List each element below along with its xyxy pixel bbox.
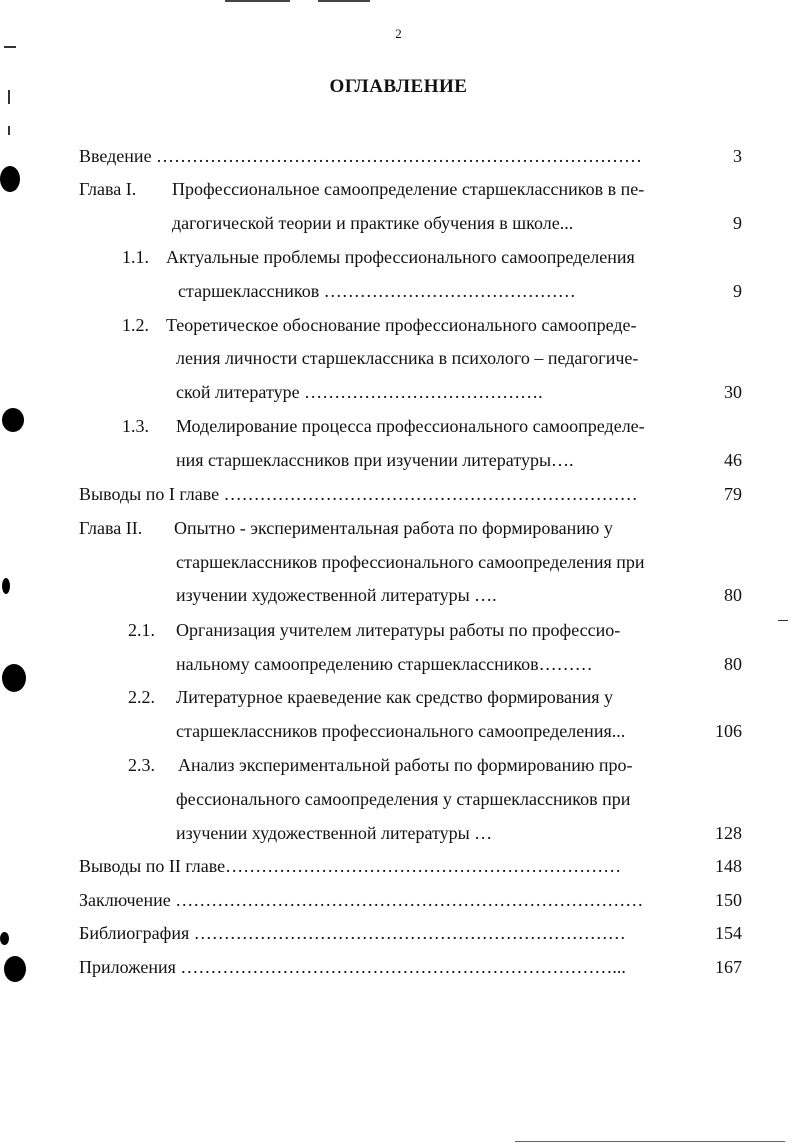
- scan-artifact: [8, 126, 10, 135]
- punch-hole-mark: [2, 664, 26, 692]
- toc-page-section: 128: [715, 823, 742, 843]
- punch-hole-mark: [0, 166, 20, 192]
- punch-hole-mark: [4, 956, 26, 982]
- toc-page-bibliography: 154: [715, 923, 742, 943]
- toc-entry-appendices: Приложения ………………………………………………………………...: [79, 957, 626, 977]
- scan-artifact: [225, 0, 290, 2]
- toc-page-section: 46: [724, 450, 742, 470]
- section-title-line: нальному самоопределению старшеклассников………: [176, 654, 593, 674]
- toc-page-conclusions-ch1: 79: [724, 484, 742, 504]
- toc-page-section: 9: [733, 281, 742, 301]
- section-number: 1.2.: [122, 315, 149, 335]
- section-number: 1.3.: [122, 416, 149, 436]
- punch-hole-mark: [2, 408, 24, 432]
- toc-entry-conclusions-ch2: Выводы по II главе…………………………………………………………: [79, 856, 622, 876]
- section-number: 2.3.: [128, 755, 155, 775]
- chapter-label: Глава I.: [79, 179, 137, 199]
- section-title-line: Актуальные проблемы профессионального самоопределения: [166, 247, 635, 267]
- section-title-line: старшеклассников профессионального самоопределения...: [176, 721, 626, 741]
- section-title-line: Анализ экспериментальной работы по формированию про-: [178, 755, 633, 775]
- chapter-title-line: старшеклассников профессионального самоопределения при: [176, 552, 645, 572]
- section-number: 2.1.: [128, 620, 155, 640]
- scan-artifact: [515, 1141, 785, 1142]
- toc-entry-conclusion: Заключение ……………………………………………………………………: [79, 890, 644, 910]
- section-title-line: ской литературе ………………………………….: [176, 382, 543, 402]
- scan-artifact: [318, 0, 370, 2]
- scan-artifact: [778, 620, 788, 621]
- toc-page-chapter: 80: [724, 585, 742, 605]
- section-title-line: Литературное краеведение как средство формирования у: [176, 687, 614, 707]
- chapter-title-line: Профессиональное самоопределение старшеклассников в пе-: [172, 179, 645, 199]
- section-title-line: ния старшеклассников при изучении литературы….: [176, 450, 574, 470]
- scan-artifact: [0, 932, 9, 945]
- section-title-line: изучении художественной литературы …: [176, 823, 493, 843]
- scan-artifact: [4, 46, 16, 48]
- chapter-label: Глава II.: [79, 518, 143, 538]
- chapter-title-line: дагогической теории и практике обучения в школе...: [172, 213, 574, 233]
- page-number: 2: [395, 26, 402, 41]
- section-number: 1.1.: [122, 247, 149, 267]
- chapter-title-line: Опытно - экспериментальная работа по формированию у: [174, 518, 613, 538]
- section-title-line: ления личности старшеклассника в психолого – педагогиче-: [176, 348, 639, 368]
- toc-entry-bibliography: Библиография ………………………………………………………………: [79, 923, 626, 943]
- toc-page-section: 80: [724, 654, 742, 674]
- toc-page-conclusions-ch2: 148: [715, 856, 742, 876]
- scan-artifact: [2, 578, 10, 594]
- section-title-line: Теоретическое обоснование профессионального самоопреде-: [166, 315, 637, 335]
- toc-page-section: 106: [715, 721, 742, 741]
- toc-page-chapter: 9: [733, 213, 742, 233]
- section-title-line: фессионального самоопределения у старшеклассников при: [176, 789, 631, 809]
- section-number: 2.2.: [128, 687, 155, 707]
- toc-entry-conclusions-ch1: Выводы по I главе ……………………………………………………………: [79, 484, 638, 504]
- section-title-line: Моделирование процесса профессионального самоопределе-: [176, 416, 645, 436]
- toc-page-intro: 3: [733, 146, 742, 166]
- toc-page-section: 30: [724, 382, 742, 402]
- section-title-line: старшеклассников ……………………………………: [178, 281, 576, 301]
- chapter-title-line: изучении художественной литературы ….: [176, 585, 497, 605]
- section-title-line: Организация учителем литературы работы по профессио-: [176, 620, 621, 640]
- toc-page-appendices: 167: [715, 957, 742, 977]
- page-title: ОГЛАВЛЕНИЕ: [329, 76, 468, 97]
- toc-entry-intro: Введение ………………………………………………………………………: [79, 146, 643, 166]
- toc-page-conclusion: 150: [715, 890, 742, 910]
